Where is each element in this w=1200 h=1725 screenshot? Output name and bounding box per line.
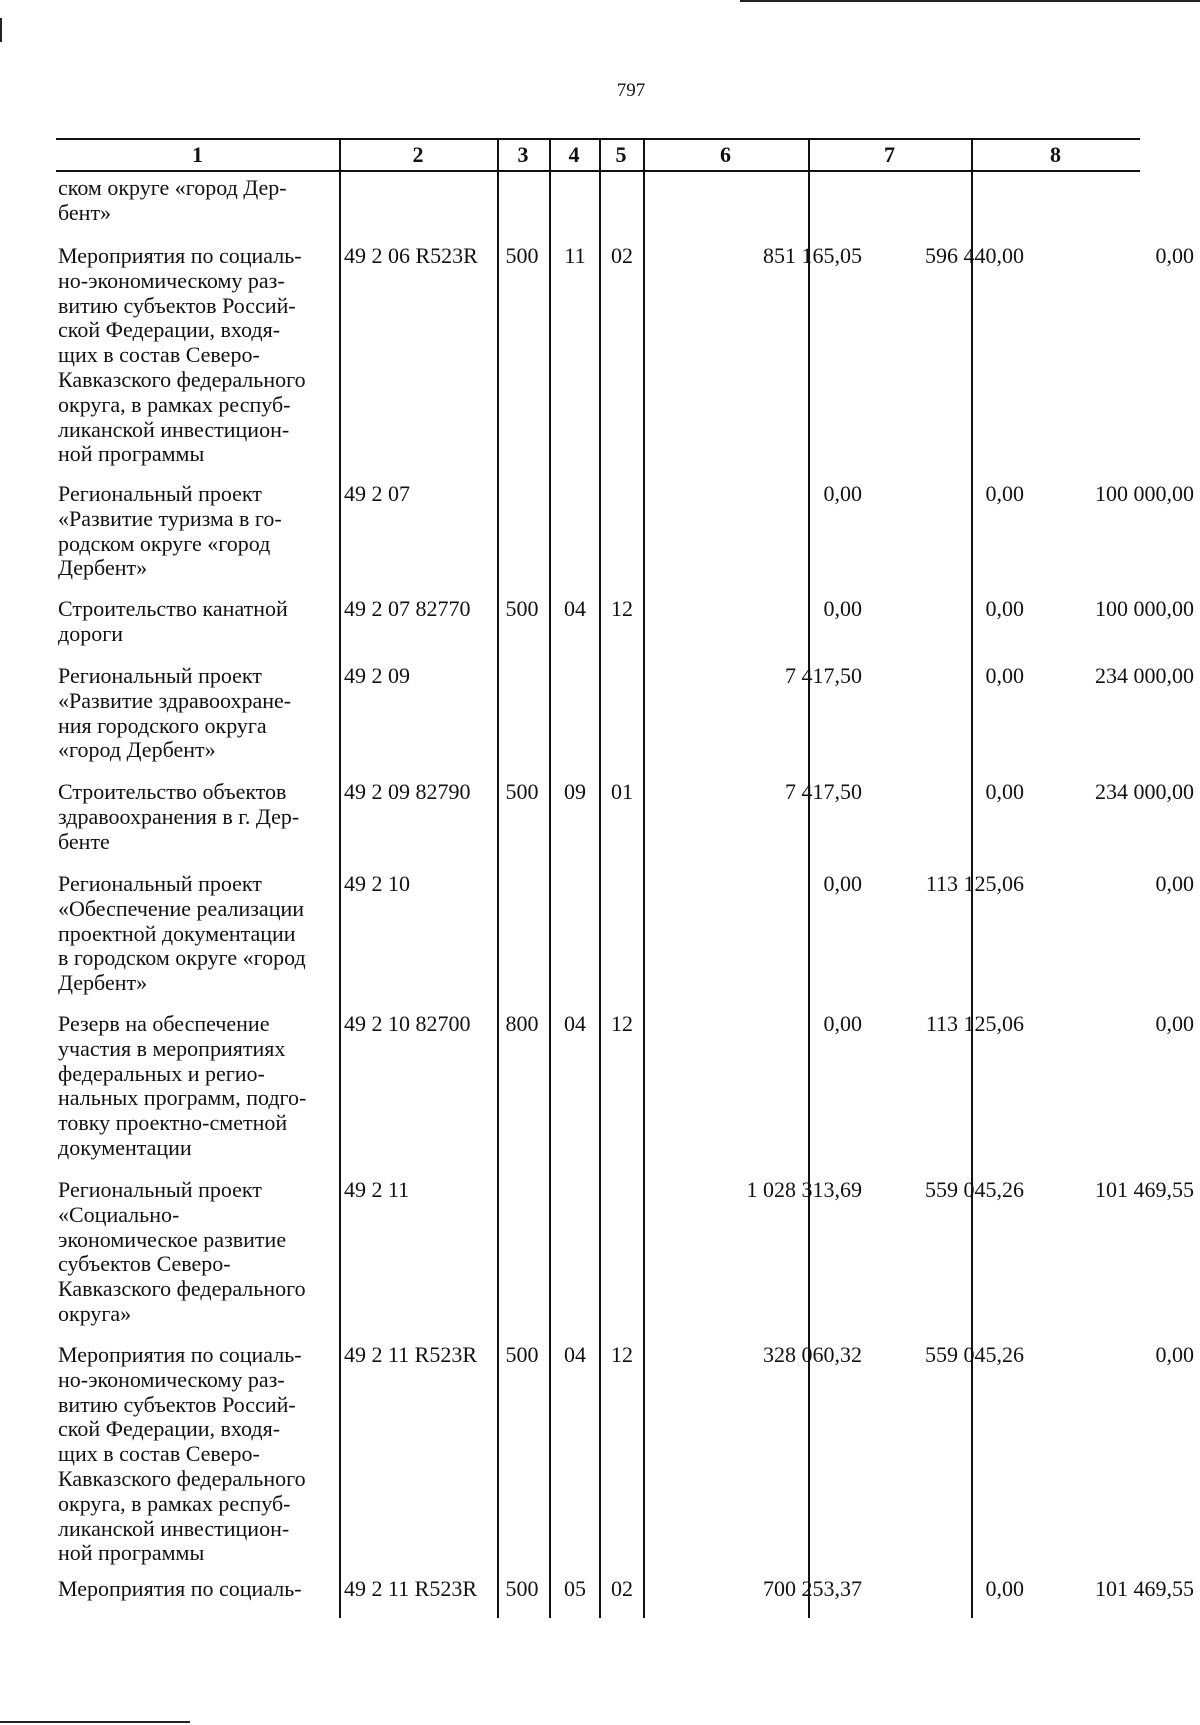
- row-amount-6: 0,00: [823, 481, 862, 506]
- row-amount-6: 0,00: [823, 1011, 862, 1036]
- row-name-line: но-экономическому раз-: [58, 1366, 285, 1392]
- row-name-line: щих в состав Северо-: [58, 1441, 260, 1467]
- row-col-4: 05: [564, 1576, 586, 1601]
- column-header: 8: [1050, 142, 1061, 167]
- row-name-line: в городском округе «город: [58, 945, 306, 971]
- column-header: 3: [517, 142, 529, 167]
- row-amount-6: 700 253,37: [763, 1576, 862, 1601]
- row-col-3: 500: [505, 1342, 539, 1367]
- row-code: 49 2 11 R523R: [344, 1576, 478, 1601]
- row-col-4: 11: [564, 243, 586, 268]
- row-amount-7: 0,00: [985, 1576, 1024, 1601]
- scan-edge-line: [0, 1721, 190, 1723]
- row-name-line: витию субъектов Россий-: [58, 1391, 296, 1417]
- row-name-line: экономическое развитие: [58, 1226, 287, 1252]
- row-amount-8: 101 469,55: [1095, 1177, 1194, 1202]
- row-amount-8: 234 000,00: [1095, 663, 1194, 688]
- row-name-line: Мероприятия по социаль-: [58, 243, 302, 268]
- row-amount-7: 113 125,06: [925, 1011, 1024, 1036]
- row-name-line: ликанской инвестицион-: [58, 1515, 290, 1541]
- row-name-line: Кавказского федерального: [58, 366, 306, 392]
- column-divider: [599, 138, 601, 1618]
- row-name-line: здравоохранения в г. Дер-: [58, 803, 300, 829]
- column-divider: [549, 138, 551, 1618]
- column-header: 5: [615, 142, 627, 167]
- column-header: 1: [192, 142, 203, 167]
- row-col-4: 04: [564, 596, 586, 621]
- row-name-line: ликанской инвестицион-: [58, 416, 290, 442]
- row-name-line: «город Дербент»: [58, 737, 216, 763]
- row-name-line: дороги: [58, 620, 123, 646]
- row-amount-6: 328 060,32: [763, 1342, 862, 1367]
- row-name-line: «Социально-: [58, 1201, 180, 1227]
- row-col-5: 12: [611, 1342, 633, 1367]
- row-name-line: Резерв на обеспечение: [58, 1011, 270, 1036]
- row-col-5: 12: [611, 596, 633, 621]
- page-number: 797: [616, 80, 646, 101]
- row-name-line: нальных программ, подго-: [58, 1085, 307, 1111]
- row-name-line: Строительство объектов: [58, 779, 287, 804]
- row-name: [58, 1178, 340, 1327]
- row-name-line: Дербент»: [58, 555, 148, 581]
- row-name-line: «Развитие туризма в го-: [58, 505, 282, 531]
- row-code: 49 2 09 82790: [344, 779, 471, 804]
- row-name-line: щих в состав Северо-: [58, 342, 260, 368]
- row-name-line: ском округе «город Дер-: [58, 175, 287, 200]
- column-divider: [497, 138, 499, 1618]
- row-col-5: 02: [611, 243, 633, 268]
- row-col-4: 04: [564, 1011, 586, 1036]
- row-amount-8: 0,00: [1155, 243, 1194, 268]
- row-amount-8: 100 000,00: [1095, 481, 1194, 506]
- row-code: 49 2 07 82770: [344, 596, 471, 621]
- row-amount-7: 596 440,00: [925, 243, 1024, 268]
- scan-edge-line: [740, 0, 1200, 2]
- row-name-line: «Обеспечение реализации: [58, 895, 305, 921]
- row-amount-7: 0,00: [985, 779, 1024, 804]
- scan-edge-mark: [0, 18, 2, 42]
- row-col-3: 500: [505, 243, 539, 268]
- row-amount-8: 0,00: [1155, 1011, 1194, 1036]
- row-code: 49 2 11 R523R: [344, 1342, 478, 1367]
- row-col-5: 01: [611, 779, 633, 804]
- row-amount-6: 0,00: [823, 871, 862, 896]
- row-name: [58, 1577, 340, 1602]
- row-name-line: Мероприятия по социаль-: [58, 1342, 302, 1367]
- row-name-line: родском округе «город: [58, 530, 271, 556]
- row-amount-8: 234 000,00: [1095, 779, 1194, 804]
- row-name-line: Региональный проект: [58, 663, 262, 688]
- row-name-line: субъектов Северо-: [58, 1251, 231, 1277]
- row-amount-6: 1 028 313,69: [746, 1177, 862, 1202]
- column-header: 2: [412, 142, 424, 167]
- row-name-line: Мероприятия по социаль-: [58, 1576, 302, 1601]
- row-amount-8: 100 000,00: [1095, 596, 1194, 621]
- row-name: [58, 244, 340, 467]
- row-name-line: Кавказского федерального: [58, 1276, 306, 1302]
- header-bottom-border: [56, 170, 1140, 172]
- row-code: 49 2 07: [344, 481, 410, 506]
- row-amount-6: 7 417,50: [785, 663, 862, 688]
- row-name-line: ной программы: [58, 441, 205, 467]
- row-amount-7: 113 125,06: [925, 871, 1024, 896]
- row-name-line: бент»: [58, 199, 112, 225]
- row-code: 49 2 11: [344, 1177, 410, 1202]
- row-name-line: витию субъектов Россий-: [58, 292, 296, 318]
- row-amount-6: 851 165,05: [763, 243, 862, 268]
- row-amount-6: 7 417,50: [785, 779, 862, 804]
- row-name-line: «Развитие здравоохране-: [58, 687, 292, 713]
- row-name-line: округа»: [58, 1300, 132, 1326]
- row-col-4: 09: [564, 779, 586, 804]
- row-col-3: 500: [505, 1576, 539, 1601]
- row-name-line: федеральных и регио-: [58, 1060, 265, 1086]
- row-col-4: 04: [564, 1342, 586, 1367]
- row-name: [58, 482, 340, 581]
- row-name-line: Дербент»: [58, 970, 148, 996]
- column-divider: [643, 138, 645, 1618]
- row-name: [58, 872, 340, 996]
- row-amount-7: 0,00: [985, 663, 1024, 688]
- column-header: 4: [568, 142, 580, 167]
- row-col-3: 500: [505, 596, 539, 621]
- row-col-3: 800: [505, 1011, 539, 1036]
- row-amount-7: 0,00: [985, 596, 1024, 621]
- row-name: [58, 597, 340, 647]
- row-code: 49 2 09: [344, 663, 410, 688]
- row-name: [58, 1012, 340, 1161]
- row-name-line: Региональный проект: [58, 871, 262, 896]
- row-name-line: Региональный проект: [58, 481, 262, 506]
- row-amount-8: 101 469,55: [1095, 1576, 1194, 1601]
- row-code: 49 2 10: [344, 871, 410, 896]
- row-name-line: Строительство канатной: [58, 596, 288, 621]
- row-name-line: округа, в рамках респуб-: [58, 391, 291, 417]
- row-amount-7: 559 045,26: [925, 1177, 1024, 1202]
- row-name-line: проектной документации: [58, 920, 296, 946]
- column-header: 7: [884, 142, 895, 167]
- row-name: [58, 780, 340, 854]
- row-name-line: ской Федерации, входя-: [58, 317, 281, 343]
- row-name-line: товку проектно-сметной: [58, 1110, 288, 1136]
- row-name-line: Региональный проект: [58, 1177, 262, 1202]
- row-name-line: ния городского округа: [58, 712, 267, 738]
- row-name-line: но-экономическому раз-: [58, 267, 285, 293]
- row-amount-6: 0,00: [823, 596, 862, 621]
- column-header: 6: [720, 142, 731, 167]
- row-code: 49 2 06 R523R: [344, 243, 478, 268]
- row-code: 49 2 10 82700: [344, 1011, 471, 1036]
- row-name: [58, 176, 340, 226]
- table-top-border: [56, 138, 1140, 140]
- row-col-3: 500: [505, 779, 539, 804]
- row-name-line: Кавказского федерального: [58, 1465, 306, 1491]
- row-col-5: 02: [611, 1576, 633, 1601]
- row-name-line: ной программы: [58, 1540, 205, 1566]
- row-name: [58, 1343, 340, 1566]
- row-name-line: бенте: [58, 828, 110, 854]
- row-amount-8: 0,00: [1155, 871, 1194, 896]
- row-name-line: ской Федерации, входя-: [58, 1416, 281, 1442]
- row-amount-7: 0,00: [985, 481, 1024, 506]
- row-name: [58, 664, 340, 763]
- row-amount-8: 0,00: [1155, 1342, 1194, 1367]
- row-name-line: участия в мероприятиях: [58, 1035, 286, 1061]
- row-amount-7: 559 045,26: [925, 1342, 1024, 1367]
- row-name-line: документации: [58, 1134, 192, 1160]
- row-col-5: 12: [611, 1011, 633, 1036]
- row-name-line: округа, в рамках респуб-: [58, 1490, 291, 1516]
